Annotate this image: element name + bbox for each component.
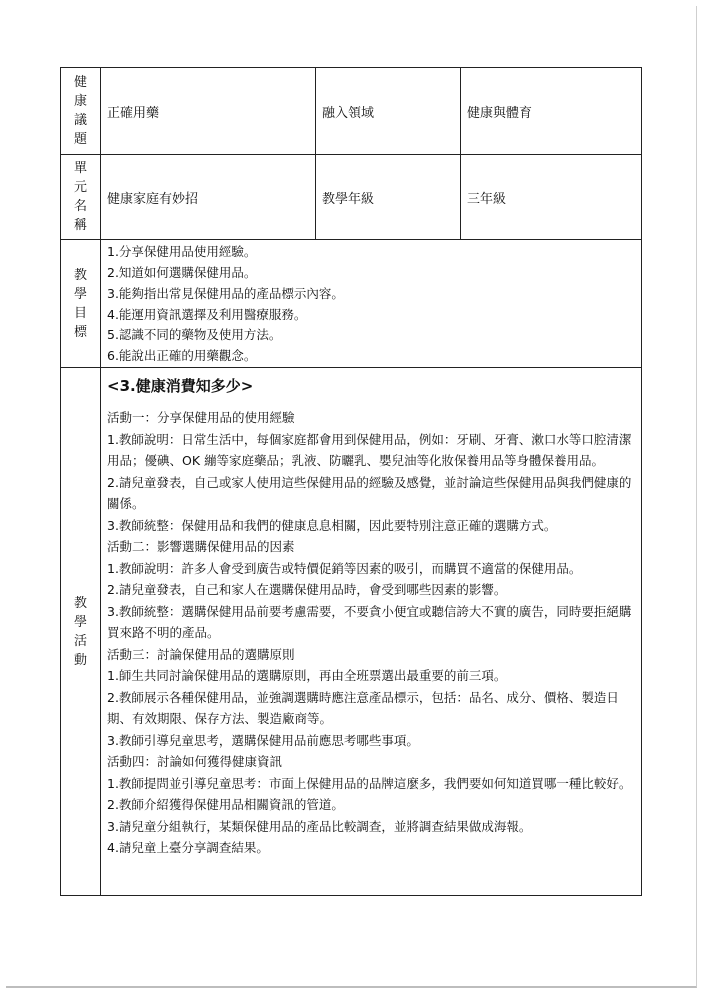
activity-heading: 活動二：影響選購保健用品的因素 bbox=[107, 539, 295, 554]
activities-label-cell bbox=[61, 368, 101, 896]
goal-item: 2.知道如何選購保健用品。 bbox=[107, 264, 257, 280]
goal-item: 1.分享保健用品使用經驗。 bbox=[107, 244, 257, 260]
activity-step: 1.教師提問並引導兒童思考：市面上保健用品的品牌這麼多，我們要如何知道買哪一種比較好。 bbox=[107, 775, 632, 791]
topic-label bbox=[61, 73, 100, 149]
activity-step: 2.請兒童發表，自己和家人在選購保健用品時，會受到哪些因素的影響。 bbox=[107, 582, 507, 597]
unit-value: 健康家庭有妙招 bbox=[101, 155, 316, 240]
goal-item: 6.能說出正確的用藥觀念。 bbox=[107, 348, 257, 364]
label-char: 單 bbox=[73, 161, 87, 176]
goals-label-cell bbox=[61, 240, 101, 368]
grade-label: 教學年級 bbox=[316, 155, 461, 240]
label-char: 題 bbox=[73, 132, 87, 147]
label-char: 稱 bbox=[73, 218, 87, 233]
activity-step: 3.請兒童分組執行，某類保健用品的產品比較調查，並將調查結果做成海報。 bbox=[107, 818, 532, 834]
activity-heading: 活動一：分享保健用品的使用經驗 bbox=[107, 410, 295, 425]
label-char: 議 bbox=[73, 113, 87, 128]
label-char: 活 bbox=[73, 633, 87, 649]
label-char: 動 bbox=[73, 652, 87, 668]
activity-step: 2.教師介紹獲得保健用品相關資訊的管道。 bbox=[107, 797, 344, 812]
goals-label bbox=[61, 266, 100, 342]
label-char: 教 bbox=[73, 595, 87, 611]
unit-label-cell bbox=[61, 155, 101, 240]
activity-step: 4.請兒童上臺分享調查結果。 bbox=[107, 840, 269, 855]
lesson-plan-table bbox=[60, 67, 642, 896]
grade-value: 三年級 bbox=[461, 155, 642, 240]
activities-content bbox=[101, 368, 642, 896]
domain-label: 融入領域 bbox=[316, 68, 461, 155]
activity-step: 3.教師引導兒童思考，選購保健用品前應思考哪些事項。 bbox=[107, 732, 419, 748]
label-char: 健 bbox=[73, 75, 87, 90]
label-char: 學 bbox=[73, 614, 87, 630]
unit-label bbox=[61, 159, 100, 235]
activity-lines bbox=[107, 407, 635, 859]
activity-step: 2.教師展示各種保健用品，並強調選購時應注意產品標示，包括：品名、成分、價格、製造日期、有效期限、保存方法、製造廠商等。 bbox=[107, 689, 619, 726]
activity-step: 3.教師統整：保健用品和我們的健康息息相關，因此要特別注意正確的選購方式。 bbox=[107, 517, 557, 533]
activity-heading: 活動四：討論如何獲得健康資訊 bbox=[107, 754, 283, 769]
activity-step: 2.請兒童發表，自己或家人使用這些保健用品的經驗及感覺，並討論這些保健用品與我們健康的關係。 bbox=[107, 474, 632, 511]
activity-step: 1.教師說明：日常生活中，每個家庭都會用到保健用品，例如：牙刷、牙膏、漱口水等口腔清潔用品；優碘、OK 繃等家庭藥品；乳液、防曬乳、嬰兒油等化妝保養用品等身體保養用品。 bbox=[107, 431, 632, 468]
goal-item: 4.能運用資訊選擇及利用醫療服務。 bbox=[107, 306, 307, 322]
domain-value: 健康與體育 bbox=[461, 68, 642, 155]
activity-step: 3.教師統整：選購保健用品前要考慮需要，不要貪小便宜或聽信誇大不實的廣告，同時要拒絕購買來路不明的產品。 bbox=[107, 603, 632, 640]
topic-row bbox=[61, 68, 642, 155]
section-title: <3.健康消費知多少> bbox=[107, 377, 254, 395]
goal-item: 3.能夠指出常見保健用品的產品標示內容。 bbox=[107, 285, 344, 301]
goal-item: 5.認識不同的藥物及使用方法。 bbox=[107, 327, 282, 343]
label-char: 標 bbox=[73, 324, 87, 340]
goals-row bbox=[61, 240, 642, 368]
label-char: 名 bbox=[73, 199, 87, 214]
label-char: 康 bbox=[73, 94, 87, 109]
activities-label bbox=[61, 594, 100, 670]
label-char: 目 bbox=[73, 305, 87, 321]
activity-step: 1.教師說明：許多人會受到廣告或特價促銷等因素的吸引，而購買不適當的保健用品。 bbox=[107, 560, 582, 576]
activity-heading: 活動三：討論保健用品的選購原則 bbox=[107, 646, 295, 662]
activities-row bbox=[61, 368, 642, 896]
goals-list bbox=[101, 240, 642, 368]
label-char: 學 bbox=[73, 286, 87, 302]
label-char: 教 bbox=[73, 267, 87, 283]
topic-label-cell bbox=[61, 68, 101, 155]
label-char: 元 bbox=[73, 180, 87, 195]
topic-value: 正確用藥 bbox=[101, 68, 316, 155]
unit-row bbox=[61, 155, 642, 240]
activity-step: 1.師生共同討論保健用品的選購原則，再由全班票選出最重要的前三項。 bbox=[107, 668, 507, 683]
